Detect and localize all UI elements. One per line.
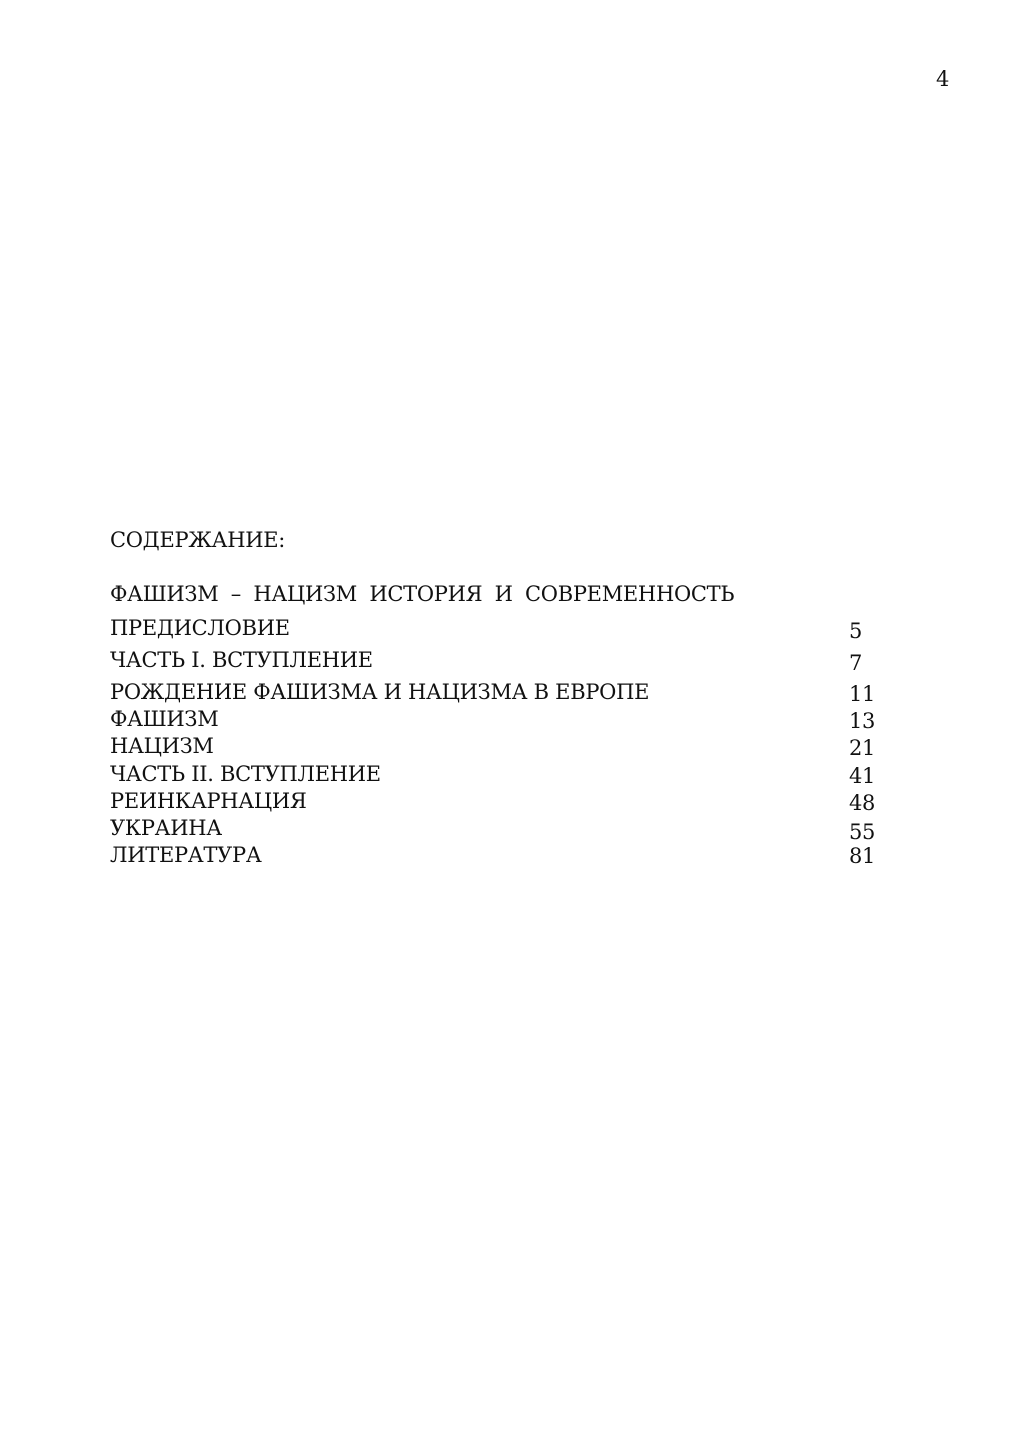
- toc-entry-title: РЕИНКАРНАЦИЯ: [110, 789, 307, 813]
- toc-entry-page: 55: [849, 820, 876, 844]
- toc-entry-page: 41: [849, 764, 876, 788]
- toc-entry-title: РОЖДЕНИЕ ФАШИЗМА И НАЦИЗМА В ЕВРОПЕ: [110, 680, 650, 704]
- toc-entry: [110, 841, 890, 869]
- toc-entry-page: 13: [849, 709, 876, 733]
- toc-entry-page: 7: [849, 651, 863, 675]
- toc-entry-page: 21: [849, 736, 876, 760]
- toc-entry-title: ФАШИЗМ: [110, 707, 219, 731]
- toc-entry-title: УКРАИНА: [110, 816, 222, 840]
- toc-entry-title: ЧАСТЬ I. ВСТУПЛЕНИЕ: [110, 648, 373, 672]
- toc-entry-title: ПРЕДИСЛОВИЕ: [110, 616, 290, 640]
- toc-heading: СОДЕРЖАНИЕ:: [110, 528, 286, 552]
- toc-entry: [110, 614, 890, 642]
- toc-entry: [110, 814, 890, 842]
- page-number: 4: [936, 67, 950, 91]
- toc-entry-page: 48: [849, 791, 876, 815]
- toc-entry-page: 5: [849, 619, 863, 643]
- toc-entry: [110, 705, 890, 733]
- toc-entry: [110, 678, 890, 706]
- toc-entry: [110, 646, 890, 674]
- toc-entry-title: НАЦИЗМ: [110, 734, 214, 758]
- toc-entry-title: ЧАСТЬ II. ВСТУПЛЕНИЕ: [110, 762, 381, 786]
- toc-entry: [110, 732, 890, 760]
- toc-entry-title: ЛИТЕРАТУРА: [110, 843, 262, 867]
- toc-entry: [110, 760, 890, 788]
- book-title: ФАШИЗМ – НАЦИЗМ ИСТОРИЯ И СОВРЕМЕННОСТЬ: [110, 582, 735, 606]
- toc-entry-page: 81: [849, 844, 876, 868]
- toc-entry-page: 11: [849, 682, 876, 706]
- toc-entry: [110, 787, 890, 815]
